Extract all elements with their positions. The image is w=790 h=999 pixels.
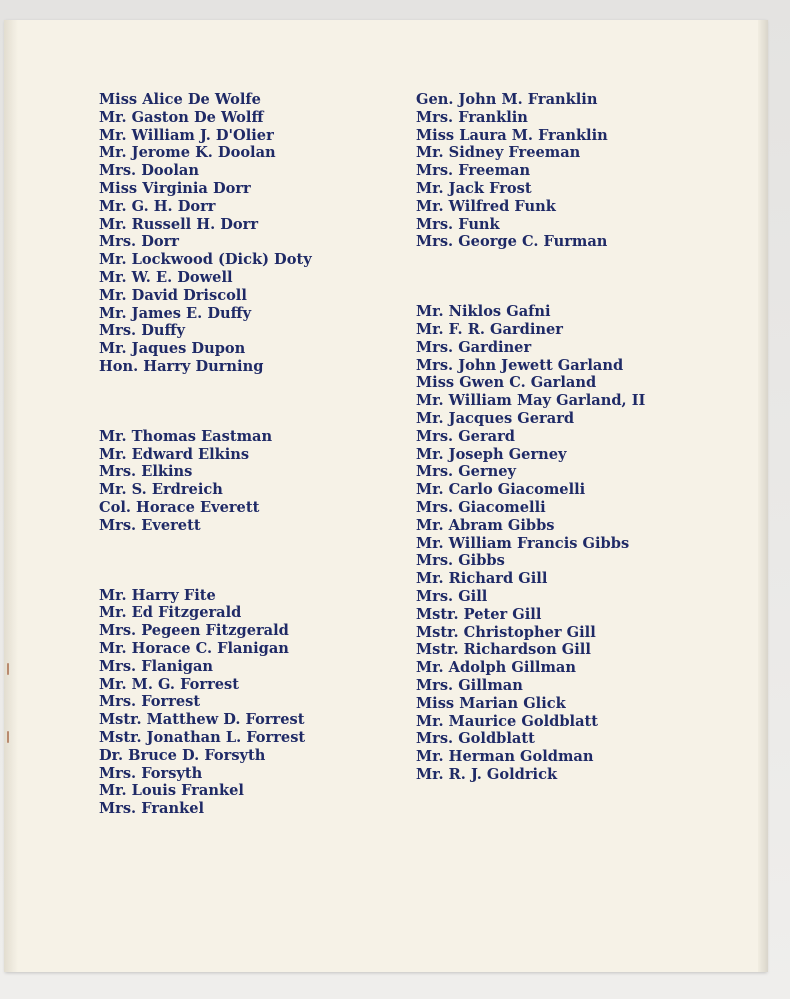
section-spacer	[99, 535, 399, 587]
guest-name: Mr. William J. D'Olier	[99, 126, 274, 144]
guest-name: Mr. W. E. Dowell	[99, 268, 233, 286]
guest-name: Mr. Gaston De Wolff	[99, 108, 264, 126]
guest-name: Mrs. Forsyth	[99, 764, 203, 782]
guest-name: Mr. James E. Duffy	[99, 304, 252, 322]
guest-name: Mrs. George C. Furman	[416, 233, 608, 251]
guest-name: Mr. F. R. Gardiner	[416, 320, 563, 338]
guest-name: Miss Marian Glick	[416, 694, 566, 712]
guest-name: Mr. Russell H. Dorr	[99, 215, 259, 233]
guest-name: Mrs. Duffy	[99, 322, 185, 340]
guest-name: Mrs. Gill	[416, 587, 488, 605]
guest-name: Mstr. Jonathan L. Forrest	[99, 728, 306, 746]
guest-name: Mr. S. Erdreich	[99, 481, 223, 499]
guest-name: Mrs. John Jewett Garland	[416, 356, 624, 374]
guest-name: Mr. Jack Frost	[416, 179, 532, 197]
guest-name: Mr. Edward Elkins	[99, 445, 250, 463]
guest-name: Mrs. Goldblatt	[416, 730, 535, 748]
guest-name: Mr. Horace C. Flanigan	[99, 639, 289, 657]
guest-name: Mr. Abram Gibbs	[416, 516, 555, 534]
guest-name: Mr. William May Garland, II	[416, 392, 646, 410]
guest-name: Mr. G. H. Dorr	[99, 197, 216, 215]
guest-name: Mrs. Pegeen Fitzgerald	[99, 622, 289, 640]
binding-shadow	[4, 20, 18, 972]
guest-name: Mstr. Peter Gill	[416, 605, 542, 623]
guest-list-left-column	[99, 91, 399, 818]
guest-name: Mrs. Gillman	[416, 676, 523, 694]
guest-name: Mrs. Flanigan	[99, 657, 214, 675]
guest-name: Mr. Adolph Gillman	[416, 659, 576, 677]
guest-name: Mstr. Richardson Gill	[416, 641, 591, 659]
guest-name: Mr. Sidney Freeman	[416, 144, 581, 162]
section-spacer	[99, 376, 399, 428]
guest-name: Mstr. Christopher Gill	[416, 623, 596, 641]
guest-name: Gen. John M. Franklin	[416, 91, 598, 108]
guest-name: Mr. Jerome K. Doolan	[99, 144, 276, 162]
guest-name: Mr. Louis Frankel	[99, 782, 244, 800]
guest-name: Mr. Jacques Gerard	[416, 409, 575, 427]
guest-name: Mr. Niklos Gafni	[416, 303, 551, 321]
section-spacer	[416, 251, 726, 303]
guest-name: Mrs. Gardiner	[416, 338, 532, 356]
guest-name: Dr. Bruce D. Forsyth	[99, 746, 266, 764]
guest-name: Mr. Richard Gill	[416, 570, 548, 588]
guest-name: Mr. Wilfred Funk	[416, 197, 556, 215]
guest-name: Mrs. Frankel	[99, 800, 205, 818]
guest-name: Mr. David Driscoll	[99, 286, 247, 304]
guest-name: Mrs. Gibbs	[416, 552, 505, 570]
guest-name: Mrs. Doolan	[99, 162, 199, 180]
guest-name: Miss Alice De Wolfe	[99, 91, 261, 108]
guest-name: Mr. Maurice Goldblatt	[416, 712, 599, 730]
guest-name: Mr. R. J. Goldrick	[416, 765, 558, 783]
guest-name: Miss Laura M. Franklin	[416, 126, 608, 144]
guest-name: Mrs. Giacomelli	[416, 498, 546, 516]
guest-name: Mr. Carlo Giacomelli	[416, 481, 586, 499]
guest-list-right-column	[416, 91, 726, 784]
binding-stitch	[7, 663, 9, 675]
guest-name: Mrs. Elkins	[99, 463, 193, 481]
guest-name: Mrs. Everett	[99, 516, 201, 534]
guest-name: Mrs. Dorr	[99, 233, 179, 251]
guest-name: Mr. William Francis Gibbs	[416, 534, 630, 552]
guest-name: Mrs. Gerney	[416, 463, 517, 481]
guest-name: Mr. Lockwood (Dick) Doty	[99, 251, 312, 269]
guest-name: Mrs. Franklin	[416, 108, 528, 126]
guest-name: Mstr. Matthew D. Forrest	[99, 711, 305, 729]
guest-name: Mrs. Forrest	[99, 693, 201, 711]
guest-name: Mr. Herman Goldman	[416, 748, 594, 766]
binding-stitch	[7, 731, 9, 743]
guest-name: Mr. M. G. Forrest	[99, 675, 240, 693]
guest-name: Mr. Jaques Dupon	[99, 340, 246, 358]
guest-name: Miss Virginia Dorr	[99, 179, 251, 197]
guest-name: Mr. Ed Fitzgerald	[99, 604, 242, 622]
guest-name: Mr. Joseph Gerney	[416, 445, 567, 463]
guest-name: Mr. Harry Fite	[99, 586, 216, 604]
guest-name: Miss Gwen C. Garland	[416, 374, 597, 392]
guest-name: Mrs. Funk	[416, 215, 500, 233]
guest-name: Hon. Harry Durning	[99, 357, 264, 375]
guest-name: Mr. Thomas Eastman	[99, 427, 273, 445]
guest-name: Mrs. Freeman	[416, 162, 531, 180]
guest-name: Mrs. Gerard	[416, 427, 516, 445]
page-edge	[758, 20, 768, 972]
guest-name: Col. Horace Everett	[99, 498, 260, 516]
